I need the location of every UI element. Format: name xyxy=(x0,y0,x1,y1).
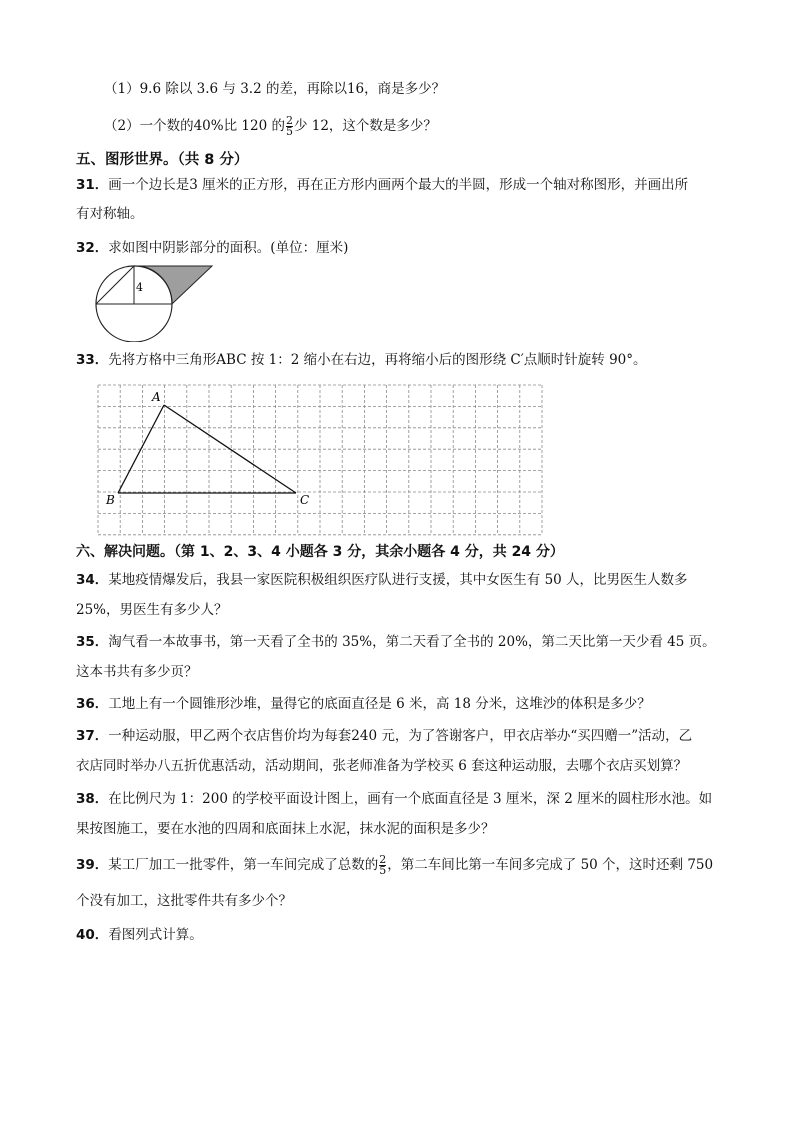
q32-text: 求如图中阴影部分的面积。(单位：厘米) xyxy=(108,240,349,256)
q30-part2 xyxy=(104,116,437,137)
question-39-cont: 个没有加工，这批零件共有多少个？ xyxy=(76,893,292,909)
q32-label: 4 xyxy=(136,281,143,294)
question-39 xyxy=(76,855,713,876)
q33-grid-figure xyxy=(96,383,544,537)
q39-text-a2: ，第二车间比第一车间多完成了 50 个，这时还剩 750 xyxy=(387,857,714,873)
question-34 xyxy=(76,570,688,590)
q39-text-a1: 某工厂加工一批零件，第一车间完成了总数的 xyxy=(108,857,379,873)
q34-number: 34． xyxy=(76,572,109,588)
question-35 xyxy=(76,632,716,652)
question-38-cont: 果按图施工，要在水池的四周和底面抹上水泥，抹水泥的面积是多少？ xyxy=(76,821,495,837)
question-31 xyxy=(76,175,688,195)
q39-number: 39． xyxy=(76,857,109,873)
question-35-cont: 这本书共有多少页？ xyxy=(76,664,198,680)
q32-shaded-region xyxy=(140,266,212,304)
q30-part1 xyxy=(104,79,445,99)
q36-number: 36． xyxy=(76,696,109,712)
q31-number: 31． xyxy=(76,177,109,193)
q39-fraction xyxy=(379,855,386,876)
q40-number: 40． xyxy=(76,927,109,943)
question-34-cont: 25%，男医生有多少人？ xyxy=(76,602,228,618)
q39-fraction-denominator: 5 xyxy=(379,864,387,877)
vertex-a-label: A xyxy=(152,390,161,404)
vertex-c-label: C xyxy=(300,493,310,507)
question-38 xyxy=(76,789,712,809)
q38-text-a: 在比例尺为 1：200 的学校平面设计图上，画有一个底面直径是 3 厘米，深 2 厘米的圆柱形水池。如 xyxy=(108,791,713,807)
q30-fraction-denominator: 5 xyxy=(285,125,293,138)
q39-fraction-numerator: 2 xyxy=(379,853,387,866)
q37-text-a: 一种运动服，甲乙两个衣店售价均为每套240 元，为了答谢客户，甲衣店举办“买四赠一”活动，乙 xyxy=(108,728,693,744)
section-5-title: 五、图形世界。（共 8 分） xyxy=(76,152,249,168)
question-37 xyxy=(76,726,692,746)
vertex-b-label: B xyxy=(106,493,115,507)
question-40 xyxy=(76,925,203,945)
q32-figure xyxy=(92,262,216,342)
q35-number: 35． xyxy=(76,634,109,650)
q30-part2-text-a: （2）一个数的40%比 120 的 xyxy=(104,118,285,134)
q36-text: 工地上有一个圆锥形沙堆，量得它的底面直径是 6 米，高 18 分米，这堆沙的体积是多少？ xyxy=(108,696,651,712)
q40-text: 看图列式计算。 xyxy=(108,927,203,943)
q33-number: 33． xyxy=(76,352,109,368)
q30-fraction xyxy=(286,116,293,137)
question-32 xyxy=(76,238,348,258)
grid-lines xyxy=(98,385,542,535)
q30-fraction-numerator: 2 xyxy=(285,114,293,127)
q31-text-a: 画一个边长是3 厘米的正方形，再在正方形内画两个最大的半圆，形成一个轴对称图形，并画出所 xyxy=(108,177,689,193)
q38-number: 38． xyxy=(76,791,109,807)
q30-part2-text-b: 少 12，这个数是多少？ xyxy=(293,118,437,134)
q32-number: 32． xyxy=(76,240,109,256)
q30-part1-text: （1）9.6 除以 3.6 与 3.2 的差，再除以16，商是多少？ xyxy=(104,81,446,97)
question-37-cont: 衣店同时举办八五折优惠活动，活动期间，张老师准备为学校买 6 套这种运动服，去哪个衣店买划算？ xyxy=(76,758,688,774)
question-33 xyxy=(76,350,647,370)
q35-text-a: 淘气看一本故事书，第一天看了全书的 35%，第二天看了全书的 20%，第二天比第一天少看 45 页。 xyxy=(108,634,716,650)
question-31-cont: 有对称轴。 xyxy=(76,206,144,222)
q33-text: 先将方格中三角形ABC 按 1：2 缩小在右边，再将缩小后的图形绕 C′点顺时针旋转 90°。 xyxy=(108,352,647,368)
question-36 xyxy=(76,694,651,714)
section-6-title: 六、解决问题。（第 1、2、3、4 小题各 3 分，其余小题各 4 分，共 24 分） xyxy=(76,544,564,560)
q34-text-a: 某地疫情爆发后，我县一家医院积极组织医疗队进行支援，其中女医生有 50 人，比男医生人数多 xyxy=(108,572,688,588)
q37-number: 37． xyxy=(76,728,109,744)
